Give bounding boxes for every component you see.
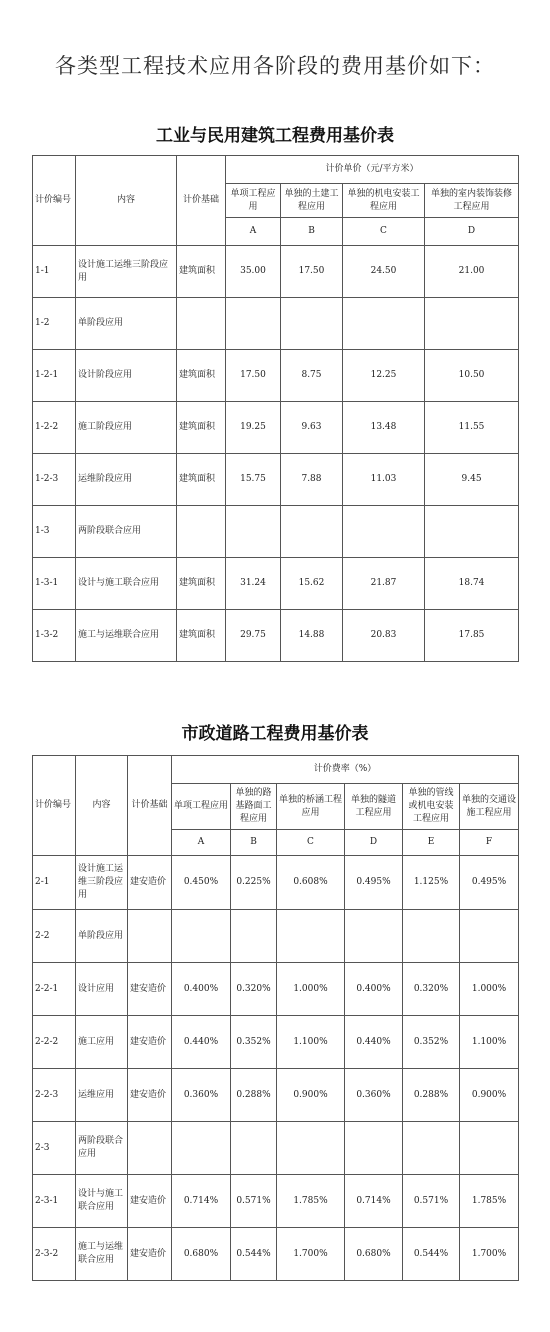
row-value-f: 0.900%	[460, 1069, 519, 1122]
table-row	[33, 454, 519, 506]
table-row	[33, 1175, 519, 1228]
table-row	[33, 506, 519, 558]
table2-title: 市政道路工程费用基价表	[181, 724, 369, 744]
row-value-d	[345, 1122, 403, 1175]
row-value-a: 0.360%	[172, 1069, 231, 1122]
row-value-e: 0.288%	[403, 1069, 460, 1122]
row-value-a: 0.680%	[172, 1228, 231, 1281]
row-code: 1-3	[33, 506, 76, 558]
row-basis	[128, 910, 172, 963]
row-content: 施工阶段应用	[76, 402, 177, 454]
row-value-b	[281, 298, 343, 350]
header-letter-a: A	[226, 218, 281, 246]
row-value-f: 1.000%	[460, 963, 519, 1016]
header-letter-d: D	[345, 830, 403, 856]
row-value-d	[345, 910, 403, 963]
row-value-d: 18.74	[425, 558, 519, 610]
row-value-b: 0.288%	[231, 1069, 277, 1122]
row-content: 设计应用	[76, 963, 128, 1016]
table-row	[33, 856, 519, 910]
row-value-b: 0.352%	[231, 1016, 277, 1069]
row-value-a: 31.24	[226, 558, 281, 610]
row-content: 设计与施工联合应用	[76, 558, 177, 610]
row-value-a: 15.75	[226, 454, 281, 506]
row-code: 1-2	[33, 298, 76, 350]
table-row	[33, 1122, 519, 1175]
row-value-a	[172, 910, 231, 963]
row-value-d	[425, 298, 519, 350]
row-code: 2-3-1	[33, 1175, 76, 1228]
row-value-b: 0.225%	[231, 856, 277, 910]
row-value-c: 1.000%	[277, 963, 345, 1016]
row-code: 1-3-2	[33, 610, 76, 662]
row-basis: 建安造价	[128, 963, 172, 1016]
row-code: 2-2-2	[33, 1016, 76, 1069]
row-value-c	[343, 506, 425, 558]
row-value-b	[231, 1122, 277, 1175]
row-value-f: 1.700%	[460, 1228, 519, 1281]
header-unit-price: 计价单价（元/平方米）	[226, 156, 519, 184]
header-sub-a: 单项工程应用	[226, 184, 281, 218]
row-basis: 建筑面积	[177, 402, 226, 454]
header-sub-b: 单独的路基路面工程应用	[231, 784, 277, 830]
table-row	[33, 246, 519, 298]
row-value-a: 0.450%	[172, 856, 231, 910]
header-letter-e: E	[403, 830, 460, 856]
row-content: 设计施工运维三阶段应用	[76, 856, 128, 910]
row-content: 运维应用	[76, 1069, 128, 1122]
row-value-d: 9.45	[425, 454, 519, 506]
row-content: 施工应用	[76, 1016, 128, 1069]
header-letter-b: B	[281, 218, 343, 246]
row-value-a	[172, 1122, 231, 1175]
row-value-e: 0.571%	[403, 1175, 460, 1228]
row-content: 设计与施工联合应用	[76, 1175, 128, 1228]
row-value-c	[277, 910, 345, 963]
row-content: 运维阶段应用	[76, 454, 177, 506]
header-sub-e: 单独的管线或机电安装工程应用	[403, 784, 460, 830]
row-basis: 建安造价	[128, 856, 172, 910]
row-value-e	[403, 910, 460, 963]
row-value-a: 17.50	[226, 350, 281, 402]
row-value-c: 12.25	[343, 350, 425, 402]
row-value-c: 11.03	[343, 454, 425, 506]
row-value-b: 0.544%	[231, 1228, 277, 1281]
header-basis: 计价基础	[128, 756, 172, 856]
header-sub-c: 单独的桥涵工程应用	[277, 784, 345, 830]
row-value-b: 9.63	[281, 402, 343, 454]
row-value-c	[277, 1122, 345, 1175]
row-value-f	[460, 910, 519, 963]
row-basis: 建安造价	[128, 1228, 172, 1281]
row-value-e: 0.544%	[403, 1228, 460, 1281]
table1-title: 工业与民用建筑工程费用基价表	[156, 126, 394, 146]
page-heading: 各类型工程技术应用各阶段的费用基价如下：	[55, 54, 495, 78]
table-row	[33, 1069, 519, 1122]
row-value-d: 17.85	[425, 610, 519, 662]
header-letter-c: C	[343, 218, 425, 246]
row-content: 两阶段联合应用	[76, 1122, 128, 1175]
row-content: 施工与运维联合应用	[76, 1228, 128, 1281]
row-value-b: 7.88	[281, 454, 343, 506]
header-letter-b: B	[231, 830, 277, 856]
row-content: 施工与运维联合应用	[76, 610, 177, 662]
row-value-e: 1.125%	[403, 856, 460, 910]
row-code: 2-3-2	[33, 1228, 76, 1281]
table-row	[33, 402, 519, 454]
header-sub-d: 单独的隧道工程应用	[345, 784, 403, 830]
row-value-d: 0.400%	[345, 963, 403, 1016]
row-content: 单阶段应用	[76, 298, 177, 350]
row-value-d: 0.440%	[345, 1016, 403, 1069]
header-basis: 计价基础	[177, 156, 226, 246]
row-basis: 建安造价	[128, 1016, 172, 1069]
row-content: 单阶段应用	[76, 910, 128, 963]
row-value-e	[403, 1122, 460, 1175]
header-letter-d: D	[425, 218, 519, 246]
row-value-d: 0.360%	[345, 1069, 403, 1122]
row-value-c: 0.608%	[277, 856, 345, 910]
row-basis	[177, 298, 226, 350]
row-value-d: 11.55	[425, 402, 519, 454]
row-value-d: 0.680%	[345, 1228, 403, 1281]
header-sub-a: 单项工程应用	[172, 784, 231, 830]
table-row	[33, 910, 519, 963]
row-code: 1-2-2	[33, 402, 76, 454]
row-basis: 建筑面积	[177, 558, 226, 610]
row-basis: 建筑面积	[177, 610, 226, 662]
header-sub-b: 单独的土建工程应用	[281, 184, 343, 218]
row-code: 2-3	[33, 1122, 76, 1175]
header-sub-c: 单独的机电安装工程应用	[343, 184, 425, 218]
table-row	[33, 1228, 519, 1281]
row-value-e: 0.352%	[403, 1016, 460, 1069]
row-value-a	[226, 298, 281, 350]
row-value-d: 0.495%	[345, 856, 403, 910]
row-basis: 建安造价	[128, 1069, 172, 1122]
row-basis: 建筑面积	[177, 350, 226, 402]
row-value-c: 1.700%	[277, 1228, 345, 1281]
header-letter-c: C	[277, 830, 345, 856]
table-row	[33, 610, 519, 662]
row-value-b: 8.75	[281, 350, 343, 402]
row-content: 设计施工运维三阶段应用	[76, 246, 177, 298]
header-fee-rate: 计价费率（%）	[172, 756, 519, 784]
row-value-d: 0.714%	[345, 1175, 403, 1228]
row-value-c: 1.100%	[277, 1016, 345, 1069]
row-value-d: 10.50	[425, 350, 519, 402]
row-value-f: 0.495%	[460, 856, 519, 910]
row-value-b	[281, 506, 343, 558]
row-value-a: 19.25	[226, 402, 281, 454]
row-value-e: 0.320%	[403, 963, 460, 1016]
row-basis: 建筑面积	[177, 454, 226, 506]
row-value-d	[425, 506, 519, 558]
table-row	[33, 1016, 519, 1069]
row-code: 1-2-3	[33, 454, 76, 506]
row-code: 2-2-1	[33, 963, 76, 1016]
row-code: 2-2	[33, 910, 76, 963]
header-letter-a: A	[172, 830, 231, 856]
row-value-a: 0.714%	[172, 1175, 231, 1228]
row-value-c: 21.87	[343, 558, 425, 610]
row-value-c: 0.900%	[277, 1069, 345, 1122]
table-row	[33, 963, 519, 1016]
row-value-b: 0.320%	[231, 963, 277, 1016]
row-value-a: 0.400%	[172, 963, 231, 1016]
table-row	[33, 350, 519, 402]
header-sub-d: 单独的室内装饰装修工程应用	[425, 184, 519, 218]
row-value-b: 14.88	[281, 610, 343, 662]
row-value-b: 15.62	[281, 558, 343, 610]
header-sub-f: 单独的交通设施工程应用	[460, 784, 519, 830]
header-code: 计价编号	[33, 756, 76, 856]
row-code: 1-2-1	[33, 350, 76, 402]
row-basis	[128, 1122, 172, 1175]
row-value-b	[231, 910, 277, 963]
row-value-a	[226, 506, 281, 558]
row-code: 1-3-1	[33, 558, 76, 610]
row-basis: 建筑面积	[177, 246, 226, 298]
row-value-a: 29.75	[226, 610, 281, 662]
row-basis: 建安造价	[128, 1175, 172, 1228]
building-cost-table	[32, 155, 519, 662]
row-value-f: 1.785%	[460, 1175, 519, 1228]
row-code: 2-2-3	[33, 1069, 76, 1122]
row-value-c: 13.48	[343, 402, 425, 454]
row-value-a: 0.440%	[172, 1016, 231, 1069]
row-value-c: 20.83	[343, 610, 425, 662]
row-value-c	[343, 298, 425, 350]
row-content: 两阶段联合应用	[76, 506, 177, 558]
row-value-b: 0.571%	[231, 1175, 277, 1228]
row-basis	[177, 506, 226, 558]
row-content: 设计阶段应用	[76, 350, 177, 402]
row-value-c: 1.785%	[277, 1175, 345, 1228]
row-value-f	[460, 1122, 519, 1175]
header-content: 内容	[76, 756, 128, 856]
table-row	[33, 298, 519, 350]
row-value-d: 21.00	[425, 246, 519, 298]
table-row	[33, 558, 519, 610]
header-code: 计价编号	[33, 156, 76, 246]
row-value-c: 24.50	[343, 246, 425, 298]
row-code: 1-1	[33, 246, 76, 298]
header-content: 内容	[76, 156, 177, 246]
row-code: 2-1	[33, 856, 76, 910]
row-value-f: 1.100%	[460, 1016, 519, 1069]
row-value-a: 35.00	[226, 246, 281, 298]
road-cost-table	[32, 755, 519, 1281]
row-value-b: 17.50	[281, 246, 343, 298]
header-letter-f: F	[460, 830, 519, 856]
